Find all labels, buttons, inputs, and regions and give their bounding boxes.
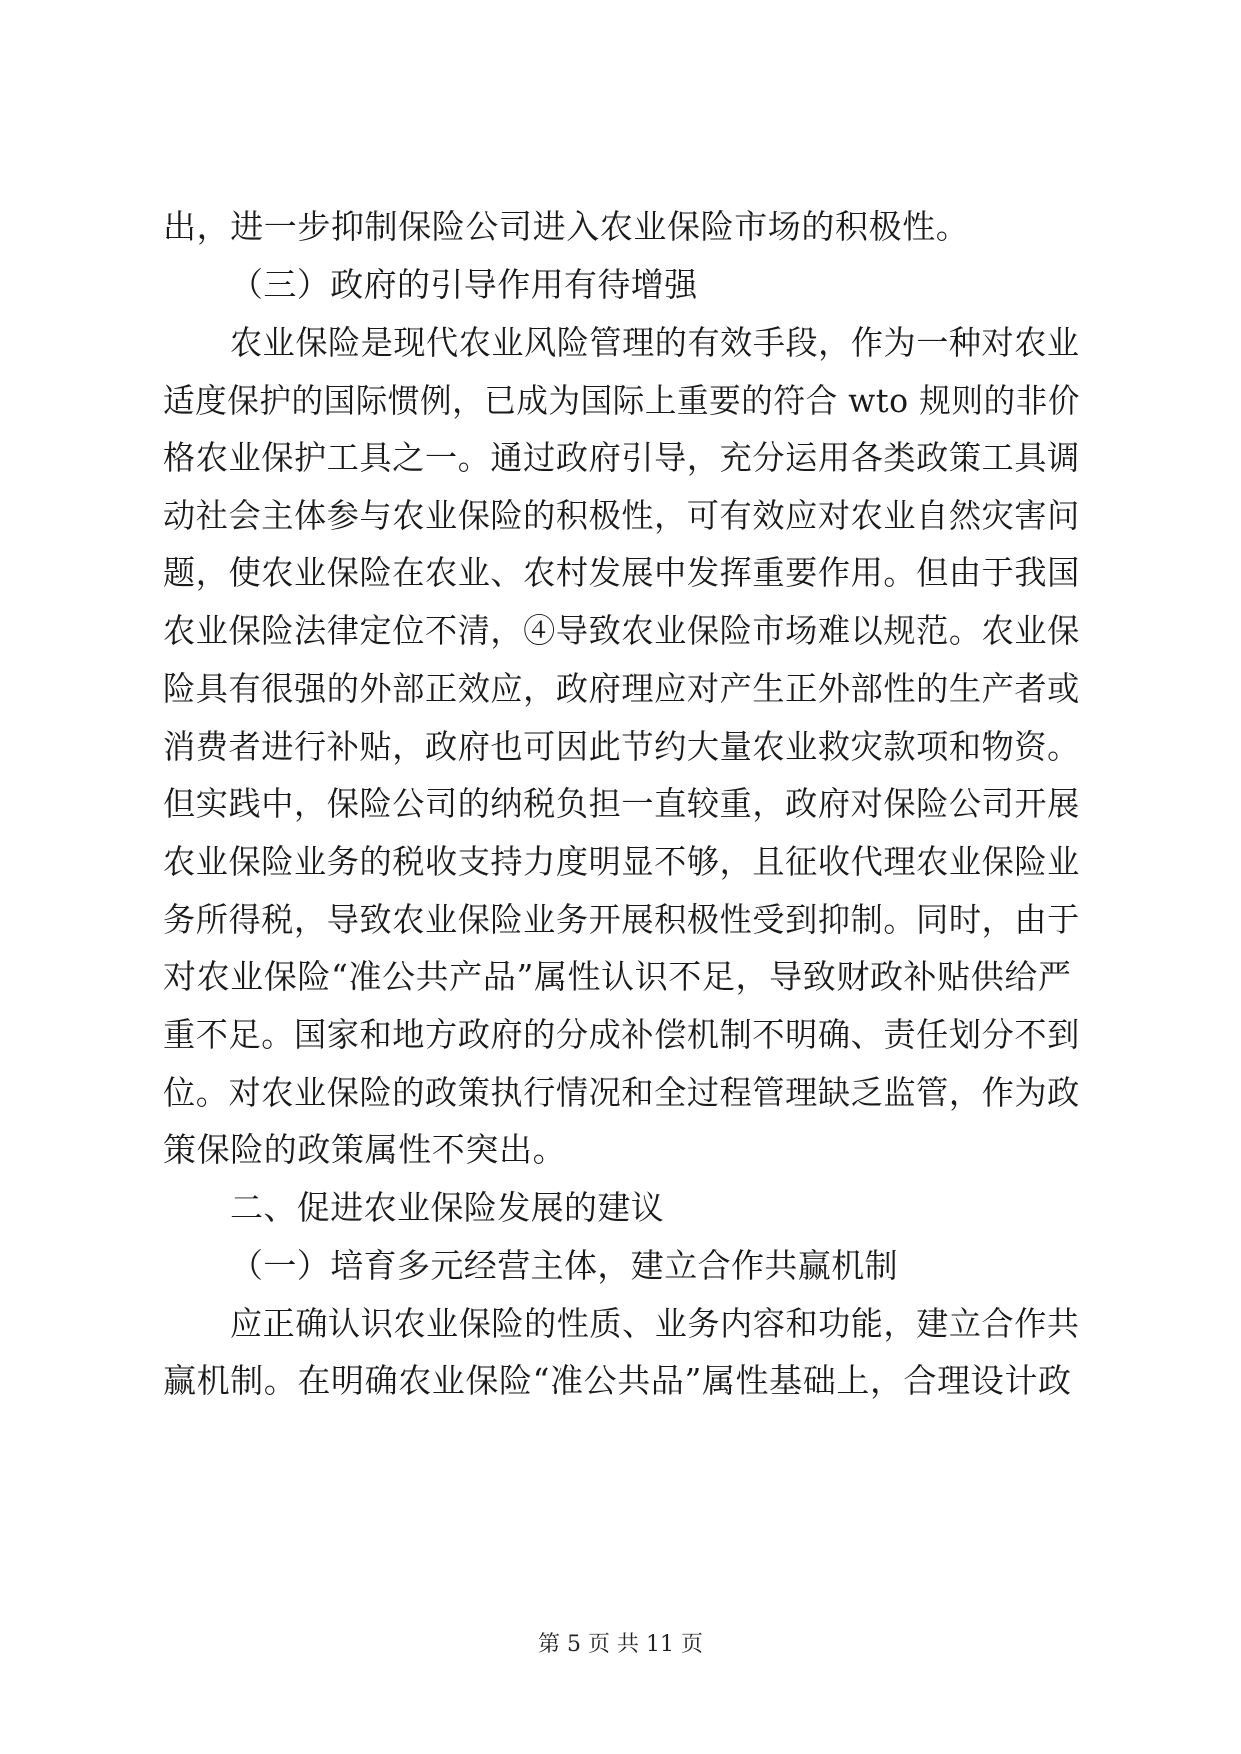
paragraph-line: 重不足。国家和地方政府的分成补偿机制不明确、责任划分不到	[163, 1015, 1080, 1054]
paragraph-line: 出，进一步抑制保险公司进入农业保险市场的积极性。	[163, 207, 970, 246]
section-heading: 二、促进农业保险发展的建议	[230, 1188, 665, 1227]
page-number-footer: 第 5 页 共 11 页	[538, 1632, 703, 1657]
paragraph-line: 消费者进行补贴，政府也可因此节约大量农业救灾款项和物资。	[163, 727, 1080, 766]
paragraph-line: 题，使农业保险在农业、农村发展中发挥重要作用。但由于我国	[163, 553, 1080, 592]
section-heading: （三）政府的引导作用有待增强	[230, 265, 698, 304]
paragraph-line: 适度保护的国际惯例，已成为国际上重要的符合 wto 规则的非价	[163, 381, 1080, 420]
paragraph-line: 赢机制。在明确农业保险“准公共品”属性基础上，合理设计政	[163, 1361, 1072, 1400]
paragraph-line: 格农业保护工具之一。通过政府引导，充分运用各类政策工具调	[163, 438, 1080, 477]
paragraph-line: 但实践中，保险公司的纳税负担一直较重，政府对保险公司开展	[163, 784, 1080, 823]
paragraph-line: 农业保险法律定位不清，④导致农业保险市场难以规范。农业保	[163, 611, 1080, 650]
paragraph-line: 农业保险是现代农业风险管理的有效手段，作为一种对农业	[230, 323, 1080, 362]
paragraph-line: 位。对农业保险的政策执行情况和全过程管理缺乏监管，作为政	[163, 1073, 1080, 1112]
paragraph-line: 策保险的政策属性不突出。	[163, 1130, 567, 1169]
paragraph-line: 务所得税，导致农业保险业务开展积极性受到抑制。同时，由于	[163, 900, 1080, 939]
paragraph-line: 对农业保险“准公共产品”属性认识不足，导致财政补贴供给严	[163, 957, 1072, 996]
paragraph-line: 应正确认识农业保险的性质、业务内容和功能，建立合作共	[230, 1304, 1080, 1343]
paragraph-line: 险具有很强的外部正效应，政府理应对产生正外部性的生产者或	[163, 669, 1080, 708]
subsection-heading: （一）培育多元经营主体，建立合作共赢机制	[230, 1246, 898, 1285]
paragraph-line: 农业保险业务的税收支持力度明显不够，且征收代理农业保险业	[163, 842, 1080, 881]
paragraph-line: 动社会主体参与农业保险的积极性，可有效应对农业自然灾害问	[163, 496, 1080, 535]
